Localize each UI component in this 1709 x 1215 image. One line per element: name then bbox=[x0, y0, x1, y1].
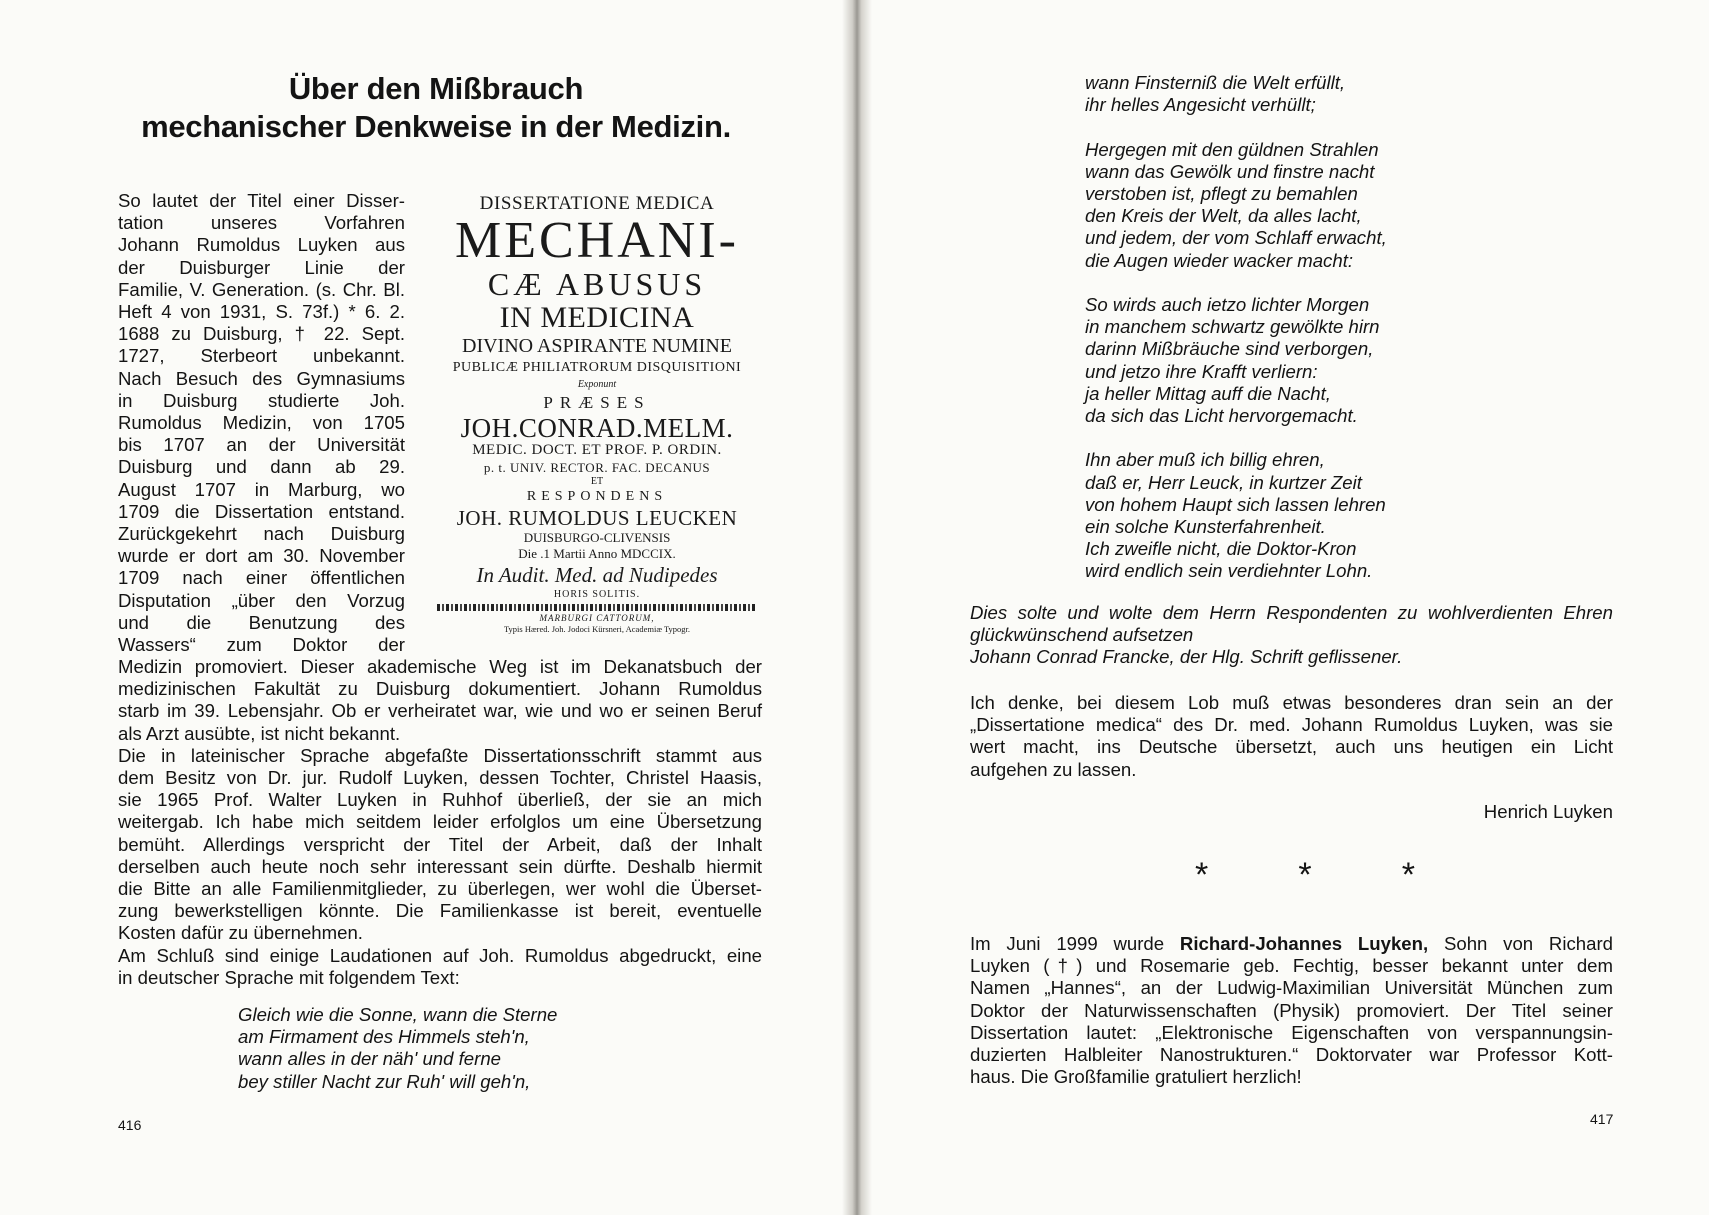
text-line: Duisburg und dann ab 29. bbox=[118, 456, 405, 478]
text-line: wert macht, ins Deutsche übersetzt, auch uns heutigen ein Licht bbox=[970, 736, 1613, 758]
stanza-gap bbox=[1085, 116, 1387, 138]
text-line: bis 1707 an der Universität bbox=[118, 434, 405, 456]
poem-line: darinn Mißbräuche sind verborgen, bbox=[1085, 338, 1374, 360]
text-line: Rumoldus Medizin, von 1705 bbox=[118, 412, 405, 434]
poem-line: So wirds auch ietzo lichter Morgen bbox=[1085, 294, 1370, 315]
star-mark: * bbox=[1401, 856, 1415, 894]
article-title bbox=[110, 70, 762, 146]
text-line: 1709 nach einer öffentlichen bbox=[118, 567, 405, 589]
text-line: medizinischen Fakultät zu Duisburg dokumentiert. Johann Rumoldus bbox=[118, 678, 762, 700]
plate-line: DUISBURGO-CLIVENSIS bbox=[523, 530, 671, 545]
poem-line: den Kreis der Welt, da alles lacht, bbox=[1085, 205, 1362, 227]
text-line: als Arzt ausübte, ist nicht bekannt. bbox=[118, 722, 401, 744]
text-line: Wassers“ zum Doktor der bbox=[118, 634, 405, 656]
text-line: Medizin promoviert. Dieser akademische Weg ist im Dekanatsbuch der bbox=[118, 656, 762, 677]
text-line: und die Benutzung des bbox=[118, 611, 405, 633]
text-line: Namen „Hannes“, an der Ludwig-Maximilian Universität München zum bbox=[970, 977, 1613, 999]
poem-continuation bbox=[1085, 72, 1387, 583]
title-line: Über den Mißbrauch bbox=[288, 71, 584, 106]
poem-line: da sich das Licht hervorgemacht. bbox=[1085, 405, 1358, 427]
text-line bbox=[970, 933, 1613, 955]
plate-line: IN MEDICINA bbox=[499, 301, 695, 334]
text-line: Am Schluß sind einige Laudationen auf Joh. Rumoldus abgedruckt, eine bbox=[118, 944, 762, 966]
text-line: 1709 die Dissertation entstand. bbox=[118, 500, 405, 522]
plate-line: CÆ ABUSUS bbox=[487, 266, 707, 302]
text-line: bey stiller Nacht zur Ruh' will geh'n, bbox=[238, 1070, 531, 1092]
text-line: Ich denke, bei diesem Lob muß etwas besonderes dran sein an der bbox=[970, 692, 1613, 713]
plate-line: DISSERTATIONE MEDICA bbox=[479, 193, 715, 214]
poem-line: Ihn aber muß ich billig ehren, bbox=[1085, 449, 1325, 471]
book-gutter bbox=[842, 0, 872, 1215]
text-line: 1727, Sterbeort unbekannt. bbox=[118, 345, 405, 367]
plate-line: PUBLICÆ PHILIATRORUM DISQUISITIONI bbox=[452, 360, 742, 375]
text-span: Sohn von Richard bbox=[1428, 933, 1613, 954]
plate-line: RESPONDENS bbox=[526, 489, 668, 504]
text-line: starb im 39. Lebensjahr. Ob er verheiratet war, wie und wo er seinen Beruf bbox=[118, 700, 762, 722]
text-line: zung bewerkstelligen könnte. Die Familienkasse ist bereit, eventuelle bbox=[118, 900, 762, 922]
text-line: derselben auch heute noch sehr interessant sein dürfte. Deshalb hiermit bbox=[118, 855, 762, 877]
star-mark: * bbox=[1298, 856, 1312, 894]
text-line: August 1707 in Marburg, wo bbox=[118, 478, 405, 500]
poem-line: und jetzo ihre Krafft verliern: bbox=[1085, 360, 1318, 382]
plate-line: In Audit. Med. ad Nudipedes bbox=[476, 563, 718, 587]
text-line: weitergab. Ich habe mich seitdem leider erfolglos um eine Übersetzung bbox=[118, 811, 762, 833]
text-line: tation unseres Vorfahren bbox=[118, 212, 405, 234]
text-line: Johann Rumoldus Luyken aus bbox=[118, 234, 405, 256]
text-line: die Bitte an alle Familienmitglieder, zu überlegen, wer wohl die Überset- bbox=[118, 878, 762, 900]
poem-line: von hohem Haupt sich lassen lehren bbox=[1085, 493, 1386, 515]
text-line: Doktor der Naturwissenschaften (Physik) promoviert. Der Titel seiner bbox=[970, 999, 1613, 1021]
text-line: Kosten dafür zu übernehmen. bbox=[118, 922, 363, 944]
poem-line: wird endlich sein verdiehnter Lohn. bbox=[1085, 560, 1373, 582]
plate-line: MARBURGI CATTORUM, bbox=[539, 613, 655, 623]
plate-line: JOH.CONRAD.MELM. bbox=[460, 413, 734, 443]
text-line: Gleich wie die Sonne, wann die Sterne bbox=[238, 1004, 558, 1025]
wide-text-block bbox=[118, 656, 762, 989]
text-line: Luyken (†) und Rosemarie geb. Fechtig, besser bekannt unter dem bbox=[970, 955, 1613, 977]
news-paragraph bbox=[970, 933, 1613, 1088]
text-line: „Dissertatione medica“ des Dr. med. Johann Rumoldus Luyken, was sie bbox=[970, 714, 1613, 736]
text-line: 1688 zu Duisburg, † 22. Sept. bbox=[118, 323, 405, 345]
plate-line: Typis Hæred. Joh. Jodoci Kürsneri, Academiæ Typogr. bbox=[503, 624, 691, 634]
plate-line: HORIS SOLITIS. bbox=[553, 589, 641, 600]
title-line: mechanischer Denkweise in der Medizin. bbox=[141, 109, 731, 144]
text-line: dem Besitz von Dr. jur. Rudolf Luyken, dessen Tochter, Christel Haasis, bbox=[118, 767, 762, 789]
plate-line: MECHANI- bbox=[455, 212, 739, 269]
text-line: wann alles in der näh' und ferne bbox=[238, 1048, 502, 1070]
author-signature: Henrich Luyken bbox=[1483, 801, 1613, 822]
text-line: So lautet der Titel einer Disser- bbox=[118, 190, 405, 211]
plate-line: JOH. RUMOLDUS LEUCKEN bbox=[456, 506, 738, 530]
text-line: wurde er dort am 30. November bbox=[118, 545, 405, 567]
text-line: Dies solte und wolte dem Herrn Respondenten zu wohlverdienten Ehren bbox=[970, 602, 1613, 623]
text-line: Familie, V. Generation. (s. Chr. Bl. bbox=[118, 278, 405, 300]
stanza-gap bbox=[1085, 272, 1387, 294]
poem-line: Hergegen mit den güldnen Strahlen bbox=[1085, 138, 1379, 160]
stanza-gap bbox=[1085, 427, 1387, 449]
star-mark: * bbox=[1195, 856, 1209, 894]
poem-line: ihr helles Angesicht verhüllt; bbox=[1085, 94, 1316, 116]
text-line: Heft 4 von 1931, S. 73f.) * 6. 2. bbox=[118, 301, 405, 323]
text-line: glückwünschend aufsetzen bbox=[970, 624, 1194, 646]
page-number: 416 bbox=[118, 1117, 142, 1133]
page-number: 417 bbox=[1590, 1111, 1614, 1127]
plate-line: p. t. UNIV. RECTOR. FAC. DECANUS bbox=[483, 460, 711, 475]
poem-line: wann das Gewölk und finstre nacht bbox=[1085, 160, 1375, 182]
text-line: aufgehen zu lassen. bbox=[970, 758, 1137, 780]
poem-line: wann Finsterniß die Welt erfüllt, bbox=[1085, 72, 1346, 93]
text-line: haus. Die Großfamilie gratuliert herzlich! bbox=[970, 1066, 1302, 1088]
text-line: Zurückgekehrt nach Duisburg bbox=[118, 523, 405, 545]
text-line: am Firmament des Himmels steh'n, bbox=[238, 1026, 530, 1048]
poem-excerpt bbox=[238, 1004, 557, 1093]
plate-line: PRÆSES bbox=[543, 393, 651, 412]
text-line: Disputation „über den Vorzug bbox=[118, 589, 405, 611]
poem-line: die Augen wieder wacker macht: bbox=[1085, 249, 1354, 271]
section-separator bbox=[1195, 858, 1415, 892]
poem-line: ein solche Kunsterfahrenheit. bbox=[1085, 516, 1326, 538]
text-line: in Duisburg studierte Joh. bbox=[118, 389, 405, 411]
plate-line: DIVINO ASPIRANTE NUMINE bbox=[462, 335, 732, 357]
text-line: in deutscher Sprache mit folgendem Text: bbox=[118, 966, 460, 988]
poem-line: verstoben ist, pflegt zu bemahlen bbox=[1085, 183, 1358, 204]
narrow-text-column bbox=[118, 190, 405, 656]
text-line: sie 1965 Prof. Walter Luyken in Ruhhof überließ, der sie an mich bbox=[118, 789, 762, 811]
dedication-block bbox=[970, 602, 1613, 669]
plate-line: Exponunt bbox=[577, 379, 617, 390]
text-line: Dissertation lautet: „Elektronische Eigenschaften von verspannungsin- bbox=[970, 1021, 1613, 1043]
text-line: bemüht. Allerdings verspricht der Titel der Arbeit, daß der Inhalt bbox=[118, 833, 762, 855]
text-line: Die in lateinischer Sprache abgefaßte Dissertationsschrift stammt aus bbox=[118, 744, 762, 766]
poem-line: und jedem, der vom Schlaff erwacht, bbox=[1085, 227, 1387, 249]
poem-line: Ich zweifle nicht, die Doktor-Kron bbox=[1085, 538, 1357, 560]
plate-line: ET bbox=[590, 476, 604, 487]
ornament-divider bbox=[437, 604, 757, 611]
text-line: duzierten Halbleiter Nanostrukturen.“ Doktorvater war Professor Kott- bbox=[970, 1044, 1613, 1066]
person-name: Richard-Johannes Luyken, bbox=[1179, 933, 1429, 954]
poem-line: in manchem schwartz gewölkte hirn bbox=[1085, 316, 1380, 338]
text-span: Im Juni 1999 wurde bbox=[970, 933, 1180, 954]
plate-line: MEDIC. DOCT. ET PROF. P. ORDIN. bbox=[472, 442, 722, 458]
text-line: Nach Besuch des Gymnasiums bbox=[118, 367, 405, 389]
plate-line: Die .1 Martii Anno MDCCIX. bbox=[518, 546, 676, 561]
poem-line: daß er, Herr Leuck, in kurtzer Zeit bbox=[1085, 471, 1362, 493]
dissertation-title-plate bbox=[432, 192, 762, 635]
poem-line: ja heller Mittag auff die Nacht, bbox=[1085, 382, 1331, 404]
text-line: Johann Conrad Francke, der Hlg. Schrift geflissener. bbox=[970, 646, 1403, 668]
comment-paragraph bbox=[970, 692, 1613, 781]
text-line: der Duisburger Linie der bbox=[118, 256, 405, 278]
